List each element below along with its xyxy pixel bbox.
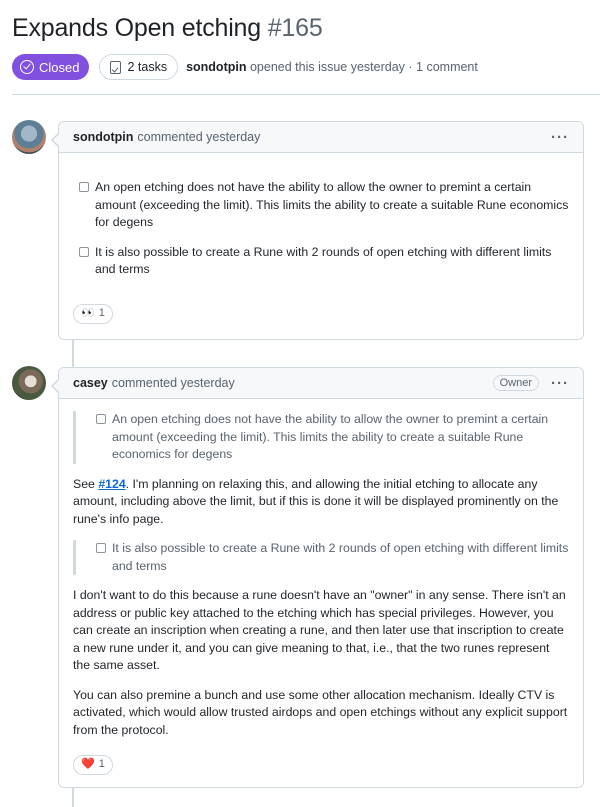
- comment-timestamp[interactable]: commented yesterday: [137, 130, 261, 144]
- comment-timestamp[interactable]: commented yesterday: [111, 376, 235, 390]
- reaction-count: 1: [98, 758, 105, 771]
- tasks-label: 2 tasks: [127, 60, 168, 74]
- comment-author-link[interactable]: casey: [73, 376, 108, 390]
- task-text: It is also possible to create a Rune with 2 rounds of open etching with different limits and terms: [95, 244, 552, 276]
- avatar-casey[interactable]: [12, 366, 46, 400]
- issue-closed-icon: [20, 60, 34, 74]
- issue-number: #165: [267, 14, 323, 42]
- status-badge: [12, 54, 89, 80]
- issue-link-124[interactable]: #124: [98, 476, 126, 491]
- task-checkbox: [96, 414, 106, 424]
- reaction-heart[interactable]: [73, 755, 113, 775]
- checklist-icon: [110, 61, 121, 74]
- comment-paragraph: You can also premine a bunch and use some other allocation mechanism. Ideally CTV is activated, which would allow trusted airdops and open etchings without any explicit support from the protocol.: [73, 687, 568, 737]
- paragraph-rest: . I'm planning on relaxing this, and allowing the initial etching to allocate any amount, including above the limit, but if this is done it will be displayed prominently on the rune's info page.: [73, 476, 559, 526]
- task-checkbox[interactable]: [79, 247, 89, 257]
- comment-header: [59, 368, 583, 399]
- kebab-horizontal-icon[interactable]: ···: [551, 374, 569, 392]
- quoted-task-text: It is also possible to create a Rune with 2 rounds of open etching with different limits and terms: [112, 541, 569, 573]
- task-checkbox[interactable]: [79, 182, 89, 192]
- comment-body: [59, 153, 583, 324]
- quoted-task-text: An open etching does not have the ability to allow the owner to premint a certain amount (exceeding the limit). This limits the ability to create a suitable Rune economics for degens: [112, 412, 549, 461]
- comment-casey: [58, 367, 584, 788]
- issue-meta-suffix: opened this issue yesterday · 1 comment: [249, 60, 478, 74]
- comment-paragraph: I don't want to do this because a rune doesn't have an "owner" in any sense. There isn't an address or public key attached to the etching which has special privileges. However, you can create an inscription when creating a rune, and then later use that inscription to create a new rune under it, and you can give meaning to that, i.e., that the two runes represent the same asset.: [73, 588, 566, 672]
- issue-meta: [12, 54, 478, 80]
- quoted-task-item: [90, 540, 569, 575]
- status-label: Closed: [39, 59, 80, 75]
- heart-icon: ❤️: [81, 758, 95, 771]
- kebab-horizontal-icon[interactable]: ···: [551, 128, 569, 146]
- quoted-task-item: [90, 411, 569, 464]
- reaction-eyes[interactable]: [73, 304, 113, 324]
- comment-sondotpin: [58, 121, 584, 340]
- task-item: [73, 179, 569, 232]
- tasks-button[interactable]: [99, 54, 178, 80]
- header-divider: [12, 94, 600, 95]
- comment-paragraph: [73, 476, 569, 529]
- comment-header: [59, 122, 583, 153]
- issue-title-text: Expands Open etching: [12, 14, 261, 42]
- task-checkbox: [96, 543, 106, 553]
- reactions-row: [73, 304, 569, 324]
- task-text: An open etching does not have the ability to allow the owner to premint a certain amount (exceeding the limit). This limits the ability to create a suitable Rune economics for degens: [95, 180, 569, 229]
- blockquote: [73, 540, 569, 575]
- issue-title: [12, 14, 323, 43]
- task-item: [73, 244, 569, 279]
- owner-badge: Owner: [493, 375, 539, 391]
- comment-author-link[interactable]: sondotpin: [73, 130, 134, 144]
- eyes-icon: 👀: [81, 306, 95, 319]
- issue-meta-text: [186, 60, 478, 74]
- reaction-count: 1: [98, 306, 105, 319]
- avatar-sondotpin[interactable]: [12, 120, 46, 154]
- reactions-row: [73, 755, 569, 775]
- comment-body: [59, 399, 583, 775]
- paragraph-prefix: See: [73, 476, 95, 491]
- blockquote: [73, 411, 569, 464]
- issue-author-link[interactable]: sondotpin: [186, 60, 247, 74]
